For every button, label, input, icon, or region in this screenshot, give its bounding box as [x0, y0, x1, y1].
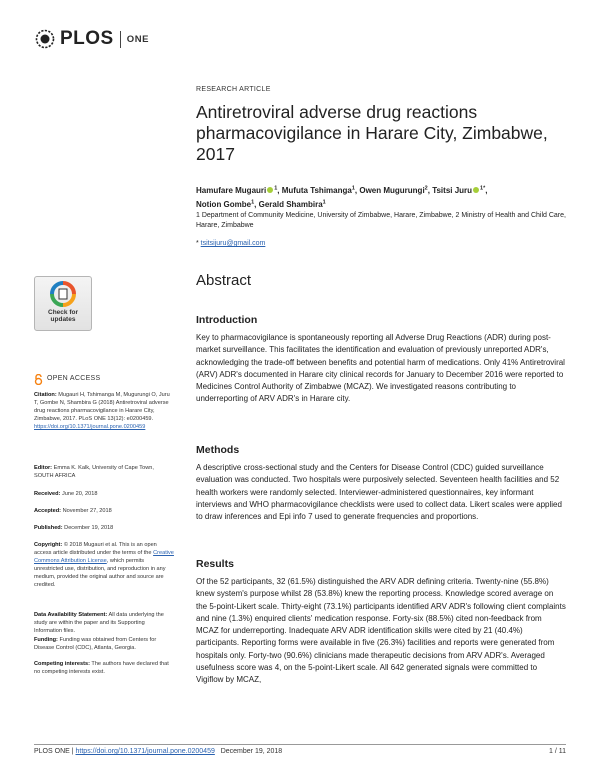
- author-entry: [196, 200, 259, 209]
- competing-label: Competing interests:: [34, 661, 90, 667]
- data-availability-label: Data Availability Statement:: [34, 612, 108, 618]
- author-name[interactable]: Notion Gombe: [196, 200, 252, 210]
- logo-journal: ONE: [126, 33, 150, 45]
- data-availability-text: All data underlying the study are within the paper and its Supporting Information files.: [34, 612, 164, 635]
- results-heading: Results: [196, 558, 234, 570]
- funding-block: [34, 636, 174, 652]
- author-name[interactable]: Mufuta Tshimanga: [281, 185, 352, 195]
- published-value: December 19, 2018: [64, 525, 114, 531]
- footer-separator: |: [69, 748, 76, 755]
- check-for-updates-button[interactable]: [34, 276, 92, 331]
- competing-interests-block: [34, 660, 174, 676]
- page-footer: [34, 748, 282, 755]
- footer-doi-link[interactable]: https://doi.org/10.1371/journal.pone.0200459: [75, 748, 215, 755]
- author-entry: [359, 186, 432, 195]
- article-title: Antiretroviral adverse drug reactions pharmacovigilance in Harare City, Zimbabwe, 2017: [196, 102, 548, 164]
- orcid-icon[interactable]: [473, 187, 479, 193]
- affiliations: 1 Department of Community Medicine, University of Zimbabwe, Harare, Zimbabwe, 2 Ministry of Health and Child Care, Harare, Zimbabwe: [196, 212, 566, 229]
- article-type: RESEARCH ARTICLE: [196, 86, 271, 93]
- citation-doi-link[interactable]: https://doi.org/10.1371/journal.pone.0200459: [34, 424, 146, 431]
- editor-text: Emma K. Kalk, University of Cape Town, SOUTH AFRICA: [34, 465, 154, 480]
- check-updates-icon: [50, 281, 76, 307]
- author-name[interactable]: Owen Mugurungi: [359, 185, 425, 195]
- abstract-heading: Abstract: [196, 272, 252, 289]
- plos-logo-icon: [34, 28, 56, 50]
- accepted-label: Accepted:: [34, 508, 62, 514]
- citation-block: [34, 391, 174, 431]
- orcid-icon[interactable]: [267, 187, 273, 193]
- published-label: Published:: [34, 525, 63, 531]
- author-affiliation-marker: 1: [274, 185, 278, 191]
- introduction-heading: Introduction: [196, 314, 258, 326]
- open-lock-icon: [34, 374, 43, 385]
- methods-text: A descriptive cross-sectional study and the Centers for Disease Control (CDC) guided surveillance evaluation was conducted. Two hospitals were purposively selected. Seventeen health facilities and 52 health workers were randomly selected. Interviewer-administered questionnaires, key informant interviews and WHO pharmacovigilance checklists were used to collect data. Likert scales were applied to draw inferences and Epi info 7 used to generate frequencies and proportions.: [196, 463, 562, 522]
- logo-separator: [120, 31, 121, 48]
- copyright-text-cont: , which permits unrestricted use, distribution, and reproduction in any medium, provided the original author and source are credited.: [34, 558, 166, 589]
- author-entry: [259, 200, 326, 209]
- received-value: June 20, 2018: [62, 491, 98, 497]
- published-date: [34, 524, 174, 532]
- author-affiliation-marker: 2: [424, 185, 428, 191]
- author-affiliation-marker: 1: [351, 185, 355, 191]
- open-access-label: OPEN ACCESS: [47, 375, 101, 383]
- footer-divider: [34, 744, 566, 745]
- open-access-badge: [34, 374, 174, 385]
- footer-date: December 19, 2018: [220, 748, 283, 755]
- accepted-date: [34, 507, 174, 515]
- methods-heading: Methods: [196, 444, 240, 456]
- author-affiliation-marker: 1: [251, 199, 255, 206]
- author-separator: ,: [427, 185, 433, 195]
- accepted-value: November 27, 2018: [62, 508, 112, 514]
- author-separator: ,: [277, 185, 282, 195]
- author-name[interactable]: Tsitsi Juru: [432, 185, 473, 195]
- author-entry: [196, 186, 282, 195]
- author-entry: [432, 186, 487, 195]
- author-name[interactable]: Gerald Shambira: [258, 200, 323, 210]
- plos-logo[interactable]: [34, 28, 149, 50]
- author-name[interactable]: Hamufare Mugauri: [196, 185, 267, 195]
- author-affiliation-marker: 1*: [480, 185, 486, 191]
- author-list: [196, 182, 566, 211]
- corresponding-email: [196, 240, 566, 247]
- funding-text: Funding was obtained from Centers for Disease Control (CDC), Atlanta, Georgia.: [34, 637, 157, 652]
- author-affiliation-marker: 1: [322, 199, 326, 206]
- author-separator: ,: [485, 185, 488, 195]
- email-marker: *: [196, 240, 201, 247]
- citation-text: Mugauri H, Tshimanga M, Mugurungi O, Juru T, Gombe N, Shambira G (2018) Antiretroviral adverse drug reactions pharmacovigilance in Harare City, Zimbabwe, 2017. PLoS ONE 13(12): e0200459.: [34, 392, 170, 423]
- funding-label: Funding:: [34, 637, 58, 643]
- results-text: Of the 52 participants, 32 (61.5%) distinguished the ARV ADR defining criteria. Twenty-nine (55.8%) knew system's purpose whilst 28 (53.8%) knew the reporting process. Knowledge scored average on the 5-point-Likert scale. Thirty-eight (73.1%) participants identified ARV ADR's following client complaints and nine (1.3%) enquired clients' medication response. Forty-six (88.5%) cited non-feedback from MCAZ for underreporting. Inadequate ARV ADR identification skills were cited by 21 (40.4%) participants. Reporting forms were available in five (26.3%) facilities and reports were generated from hospitals only. Forty-two (90.6%) clinicians made therapeutic decisions from ARV ADR's. Averaged usefulness score was 4, on the 5-point-Likert scale. All 642 generated signals were committed to Vigiflow by MCAZ,: [196, 577, 566, 685]
- competing-text: The authors have declared that no competing interests exist.: [34, 661, 169, 676]
- author-entry: [282, 186, 360, 195]
- received-date: [34, 490, 174, 498]
- license-link[interactable]: Creative Commons Attribution License: [34, 550, 174, 565]
- author-separator: ,: [254, 200, 259, 210]
- author-separator: ,: [354, 185, 360, 195]
- check-updates-label: Check for updates: [48, 309, 78, 323]
- editor-block: [34, 464, 174, 480]
- email-link[interactable]: tsitsijuru@gmail.com: [200, 240, 266, 247]
- copyright-text: © 2018 Mugauri et al. This is an open access article distributed under the terms of the: [34, 542, 157, 557]
- received-label: Received:: [34, 491, 61, 497]
- editor-label: Editor:: [34, 465, 53, 471]
- data-availability-block: [34, 611, 174, 635]
- page-number: 1 / 11: [549, 748, 566, 755]
- citation-label: Citation:: [34, 392, 57, 398]
- copyright-block: [34, 541, 174, 590]
- introduction-text: Key to pharmacovigilance is spontaneously reporting all Adverse Drug Reactions (ADR) during post-market surveillance. This facilitates the identification and evaluation of previously unreported ADR's, acknowledging the trade-off between benefits and potential harm of medications. Only 41% Antiretroviral (ARV) ADR's documented in Harare city clinical records for January to December 2016 were reported to Medicines Control Authority of Zimbabwe (MCAZ). We investigated reasons contributing to underreporting of ARV ADR's in Harare city.: [196, 333, 565, 404]
- copyright-label: Copyright:: [34, 542, 63, 548]
- footer-journal: PLOS ONE: [34, 748, 70, 755]
- logo-brand: PLOS: [60, 28, 114, 49]
